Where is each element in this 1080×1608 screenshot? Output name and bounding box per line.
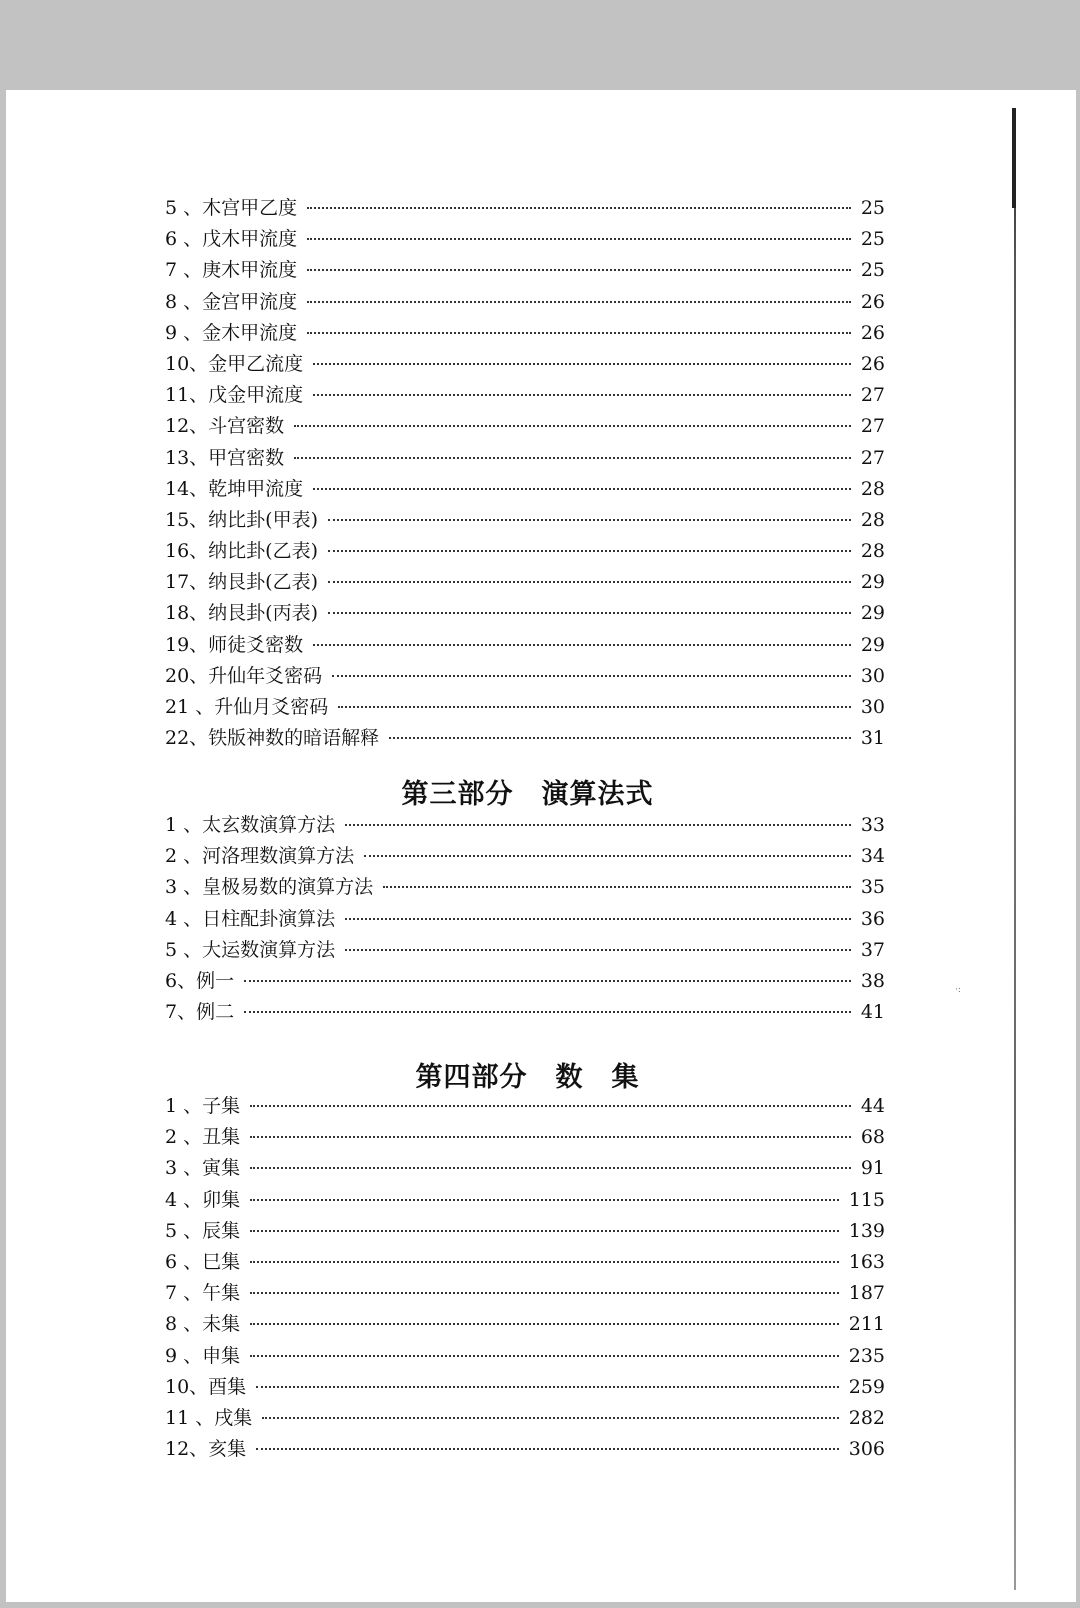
toc-part3-list	[165, 810, 885, 1028]
toc-entry-page-number: 38	[860, 969, 885, 992]
toc-entry-title: 2 、丑集	[165, 1126, 241, 1149]
toc-entry-page-number: 163	[848, 1250, 885, 1273]
toc-entry-title: 12、亥集	[165, 1438, 247, 1461]
toc-entry	[165, 505, 885, 536]
toc-entry	[165, 661, 885, 692]
toc-entry	[165, 287, 885, 318]
toc-entry	[165, 1091, 885, 1122]
dot-leader	[250, 1199, 839, 1201]
toc-entry-title: 3 、寅集	[165, 1157, 241, 1180]
toc-entry-page-number: 26	[860, 352, 885, 375]
toc-entry-title: 22、铁版神数的暗语解释	[165, 727, 380, 750]
toc-entry-title: 7 、庚木甲流度	[165, 259, 298, 282]
toc-entry-page-number: 187	[848, 1282, 885, 1305]
toc-entry	[165, 1403, 885, 1434]
toc-entry-title: 5 、大运数演算方法	[165, 938, 336, 961]
toc-entry-title: 1 、太玄数演算方法	[165, 814, 336, 836]
toc-entry-page-number: 282	[848, 1406, 885, 1429]
toc-entry	[165, 904, 885, 935]
toc-entry-title: 5 、木宫甲乙度	[165, 197, 298, 219]
toc-entry-title: 4 、日柱配卦演算法	[165, 907, 336, 930]
toc-entry-page-number: 211	[848, 1313, 885, 1336]
dot-leader	[307, 332, 851, 334]
dot-leader	[250, 1230, 839, 1232]
dot-leader	[244, 980, 851, 982]
dot-leader	[345, 918, 851, 920]
toc-entry	[165, 224, 885, 255]
toc-entry	[165, 966, 885, 997]
toc-entry-page-number: 33	[860, 814, 885, 836]
toc-entry-page-number: 27	[860, 384, 885, 407]
toc-entry-title: 13、甲宫密数	[165, 446, 285, 469]
toc-entry-page-number: 115	[848, 1188, 885, 1211]
section-title-part3: 第三部分 演算法式	[401, 779, 654, 810]
toc-entry-page-number: 25	[860, 197, 885, 219]
toc-entry-title: 6 、戊木甲流度	[165, 228, 298, 251]
toc-entry-title: 9 、金木甲流度	[165, 321, 298, 344]
toc-entry	[165, 841, 885, 872]
toc-entry-page-number: 30	[860, 664, 885, 687]
toc-entry-page-number: 30	[860, 696, 885, 718]
dot-leader	[244, 1011, 851, 1013]
toc-entry-page-number: 27	[860, 415, 885, 438]
page-edge-line-top	[1012, 108, 1016, 208]
toc-entry-page-number: 36	[860, 907, 885, 930]
dot-leader	[345, 949, 851, 951]
toc-entry-title: 17、纳艮卦(乙表)	[165, 571, 319, 594]
dot-leader	[338, 706, 851, 708]
toc-entry-title: 10、酉集	[165, 1375, 247, 1398]
toc-entry	[165, 349, 885, 380]
toc-entry	[165, 1122, 885, 1153]
toc-entry-title: 20、升仙年爻密码	[165, 664, 323, 687]
toc-entry-title: 6、例一	[165, 969, 235, 992]
toc-entry-title: 15、纳比卦(甲表)	[165, 508, 319, 531]
page-edge-line	[1014, 108, 1016, 1590]
toc-entry-title: 2 、河洛理数演算方法	[165, 845, 355, 868]
toc-entry	[165, 1309, 885, 1340]
toc-entry-page-number: 235	[848, 1344, 885, 1367]
toc-entry-title: 8 、未集	[165, 1313, 241, 1336]
toc-entry	[165, 997, 885, 1028]
dot-leader	[345, 824, 851, 826]
scan-smudge: ·:	[955, 985, 961, 995]
toc-entry-page-number: 41	[860, 1001, 885, 1024]
dot-leader	[313, 394, 851, 396]
toc-entry	[165, 1185, 885, 1216]
dot-leader	[389, 737, 851, 739]
dot-leader	[307, 207, 851, 209]
toc-entry	[165, 255, 885, 286]
toc-entry	[165, 318, 885, 349]
toc-entry-page-number: 68	[860, 1126, 885, 1149]
toc-entry	[165, 1153, 885, 1184]
toc-entry-page-number: 35	[860, 876, 885, 899]
toc-entry	[165, 1247, 885, 1278]
dot-leader	[364, 855, 851, 857]
dot-leader	[250, 1167, 851, 1169]
toc-entry-page-number: 27	[860, 446, 885, 469]
dot-leader	[250, 1355, 839, 1357]
toc-entry-title: 11、戊金甲流度	[165, 384, 304, 407]
toc-entry-page-number: 29	[860, 633, 885, 656]
toc-entry-page-number: 139	[848, 1219, 885, 1242]
toc-entry	[165, 692, 885, 723]
dot-leader	[307, 238, 851, 240]
toc-entry	[165, 810, 885, 841]
toc-entry-page-number: 26	[860, 321, 885, 344]
toc-entry-page-number: 259	[848, 1375, 885, 1398]
toc-part4-list	[165, 1091, 885, 1465]
toc-entry-title: 7、例二	[165, 1001, 235, 1024]
dot-leader	[313, 363, 851, 365]
dot-leader	[313, 644, 851, 646]
toc-entry	[165, 1434, 885, 1465]
toc-entry-title: 3 、皇极易数的演算方法	[165, 876, 374, 899]
toc-entry	[165, 411, 885, 442]
dot-leader	[328, 581, 851, 583]
toc-entry	[165, 1216, 885, 1247]
dot-leader	[262, 1417, 839, 1419]
toc-entry-page-number: 28	[860, 508, 885, 531]
toc-entry-title: 5 、辰集	[165, 1219, 241, 1242]
dot-leader	[313, 488, 851, 490]
toc-entry-page-number: 44	[860, 1095, 885, 1117]
toc-entry	[165, 567, 885, 598]
toc-entry-page-number: 31	[860, 727, 885, 750]
toc-entry-page-number: 34	[860, 845, 885, 868]
toc-entry-title: 18、纳艮卦(丙表)	[165, 602, 319, 625]
dot-leader	[250, 1323, 839, 1325]
toc-entry-title: 6 、巳集	[165, 1250, 241, 1273]
dot-leader	[328, 519, 851, 521]
toc-entry	[165, 443, 885, 474]
dot-leader	[250, 1292, 839, 1294]
toc-entry-title: 9 、申集	[165, 1344, 241, 1367]
toc-entry-page-number: 306	[848, 1438, 885, 1461]
dot-leader	[256, 1448, 839, 1450]
dot-leader	[250, 1261, 839, 1263]
dot-leader	[256, 1386, 839, 1388]
toc-entry-title: 21 、升仙月爻密码	[165, 696, 329, 718]
toc-entry	[165, 935, 885, 966]
toc-entry-title: 16、纳比卦(乙表)	[165, 540, 319, 563]
dot-leader	[250, 1105, 851, 1107]
toc-entry	[165, 474, 885, 505]
dot-leader	[383, 886, 851, 888]
dot-leader	[307, 301, 851, 303]
toc-entry-page-number: 25	[860, 228, 885, 251]
toc-entry-title: 1 、子集	[165, 1095, 241, 1117]
toc-entry-title: 7 、午集	[165, 1282, 241, 1305]
dot-leader	[307, 269, 851, 271]
toc-entry	[165, 536, 885, 567]
toc-entry-page-number: 28	[860, 477, 885, 500]
toc-entry-title: 4 、卯集	[165, 1188, 241, 1211]
toc-entry-title: 10、金甲乙流度	[165, 352, 304, 375]
toc-entry	[165, 1341, 885, 1372]
dot-leader	[328, 550, 851, 552]
toc-entry	[165, 193, 885, 224]
toc-entry	[165, 1372, 885, 1403]
toc-entry	[165, 723, 885, 754]
toc-entry	[165, 598, 885, 629]
toc-entry-title: 11 、戌集	[165, 1406, 253, 1429]
toc-part2-list	[165, 193, 885, 754]
toc-entry-title: 8 、金宫甲流度	[165, 290, 298, 313]
toc-entry	[165, 380, 885, 411]
toc-entry-title: 14、乾坤甲流度	[165, 477, 304, 500]
toc-entry-title: 19、师徒爻密数	[165, 633, 304, 656]
toc-entry-page-number: 29	[860, 571, 885, 594]
toc-entry-page-number: 91	[860, 1157, 885, 1180]
toc-entry-page-number: 37	[860, 938, 885, 961]
dot-leader	[294, 425, 851, 427]
toc-entry-title: 12、斗宫密数	[165, 415, 285, 438]
dot-leader	[332, 675, 851, 677]
toc-entry	[165, 630, 885, 661]
toc-entry	[165, 872, 885, 903]
toc-entry-page-number: 29	[860, 602, 885, 625]
dot-leader	[250, 1136, 851, 1138]
toc-entry	[165, 1278, 885, 1309]
section-title-part4: 第四部分 数 集	[415, 1062, 640, 1093]
dot-leader	[328, 612, 851, 614]
toc-entry-page-number: 28	[860, 540, 885, 563]
toc-entry-page-number: 25	[860, 259, 885, 282]
toc-entry-page-number: 26	[860, 290, 885, 313]
dot-leader	[294, 457, 851, 459]
